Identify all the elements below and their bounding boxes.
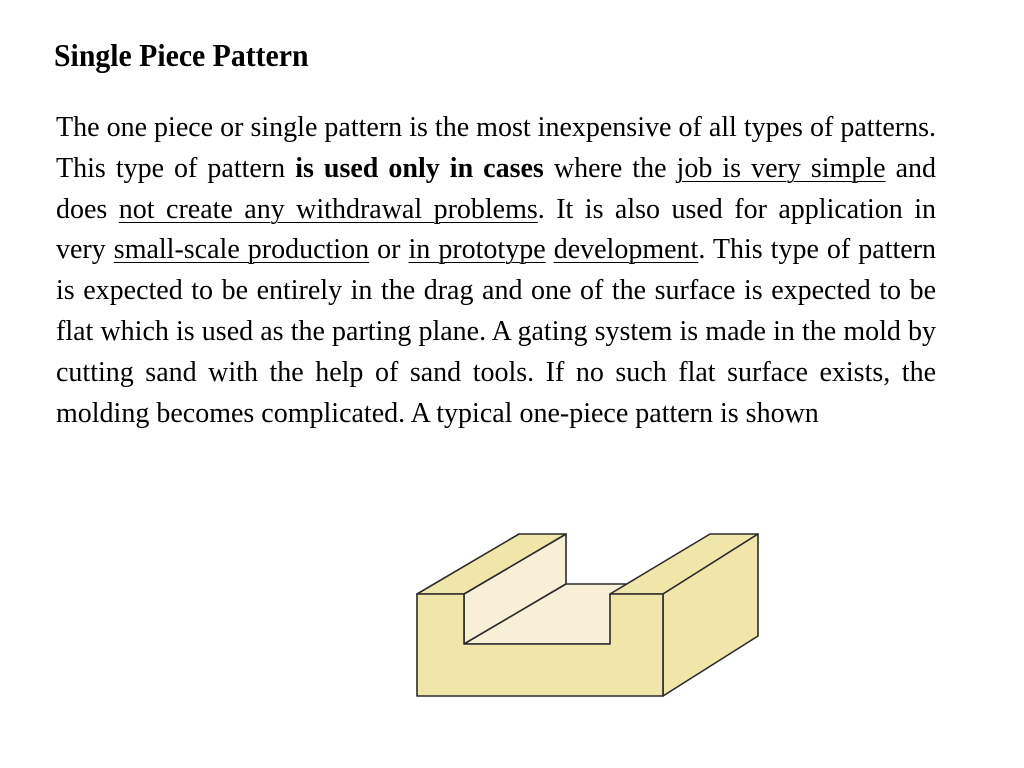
text-segment xyxy=(546,234,554,265)
underlined-phrase: job is very simple xyxy=(676,152,886,184)
text-segment: and does xyxy=(56,152,936,225)
underlined-phrase: development xyxy=(553,234,699,266)
body-paragraph xyxy=(56,108,936,434)
one-piece-pattern-figure xyxy=(412,530,764,702)
text-segment: . This type of pattern is expected to be entirely in the drag and one of the surface is expected to be flat which is used as the parting plane. A gating system is made in the mold by cutting sand with the help of sand tools. If no such flat surface exists, the molding becomes complicated. A typical one-piece pattern is shown xyxy=(56,234,937,429)
text-segment: The one piece or single pattern is the most inexpensive of all types of patterns. This type of pattern xyxy=(56,112,936,184)
text-segment: where the xyxy=(543,152,677,184)
underlined-phrase: not create any withdrawal problems xyxy=(118,193,538,225)
text-segment: or xyxy=(369,234,409,266)
underlined-phrase: small-scale production xyxy=(113,234,370,266)
pattern-block xyxy=(417,534,758,696)
bold-emphasis: is used only in cases xyxy=(295,152,544,184)
underlined-phrase: in prototype xyxy=(408,234,546,266)
text-segment: . It is also used for application in very xyxy=(56,193,936,266)
slide-title: Single Piece Pattern xyxy=(54,37,309,73)
